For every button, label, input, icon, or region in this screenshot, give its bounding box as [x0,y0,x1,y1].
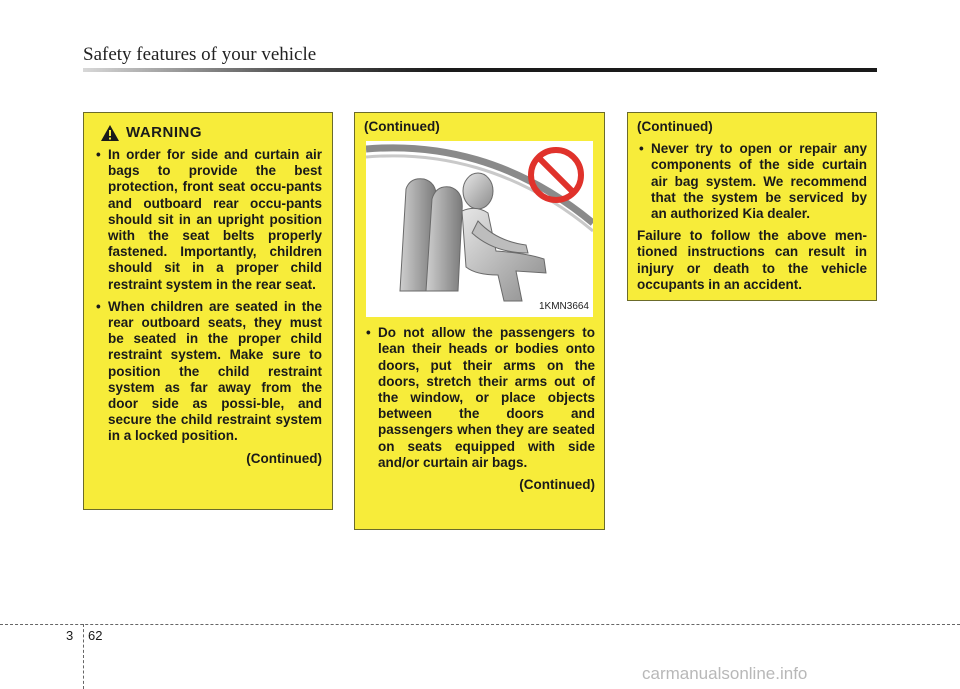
bullet-list [364,325,595,471]
footer-divider [83,624,84,689]
continued-label: (Continued) [246,450,322,466]
continued-panel-middle [354,112,605,530]
footer-rule [0,624,960,625]
bullet-item: • Never try to open or repair any components of the side curtain air bag system. We recommend that the system be serviced by an authorized Kia dealer. [637,141,867,222]
illustration-code: 1KMN3664 [538,301,589,312]
bullet-item: • When children are seated in the rear outboard seats, they must be seated in the proper child restraint system. Make sure to position the child restraint system as far away from the door side as possi-ble, and secure the child restraint system in a locked position. [94,299,322,445]
warning-title: WARNING [126,123,202,141]
warning-paragraph: Failure to follow the above men-tioned instructions can result in injury or death to the vehicle occupants in an accident. [637,228,867,292]
warning-bullet-list [94,147,322,445]
header-rule [83,68,877,72]
continued-label: (Continued) [519,477,595,493]
continued-label: (Continued) [637,119,713,134]
side-airbag-illustration [366,141,593,317]
warning-triangle-icon [100,124,120,142]
bullet-item: • Do not allow the passengers to lean their heads or bodies onto doors, put their arms on the doors, stretch their arms out of the window, or place objects between the doors and passengers when they are seated on seats equipped with side and/or curtain air bags. [364,325,595,471]
continued-panel-right [627,112,877,301]
bullet-list [637,141,867,222]
page-header-title: Safety features of your vehicle [83,44,317,65]
bullet-item: • In order for side and curtain air bags to provide the best protection, front seat occu-pants and outboard rear occu-pants should sit in an upright position with the seat belts properly fastened. Importantly, children should sit in a proper child restraint system in the rear seat. [94,147,322,293]
watermark: carmanualsonline.info [642,664,808,683]
warning-header [100,124,322,142]
continued-label: (Continued) [364,119,440,134]
warning-panel [83,112,333,510]
chapter-number: 3 [66,628,74,643]
page-number: 62 [88,628,103,643]
prohibition-icon [526,145,586,205]
